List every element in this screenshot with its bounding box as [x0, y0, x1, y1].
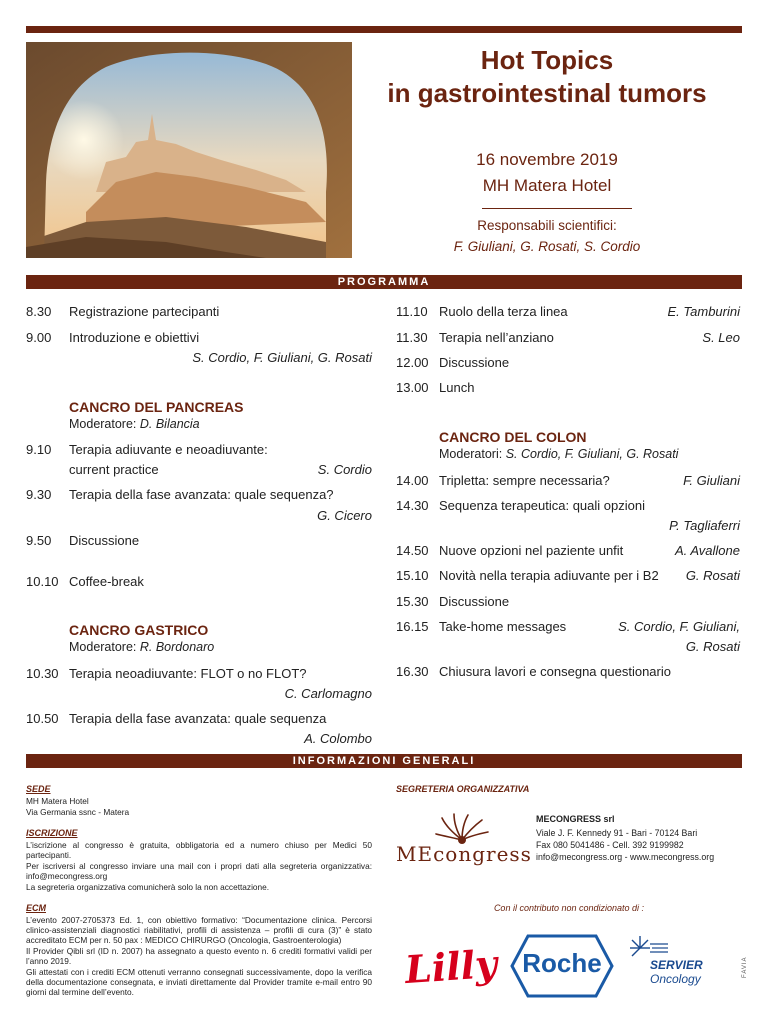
schedule-time: 11.10 — [396, 304, 428, 319]
iscrizione-text3: La segreteria organizzativa comunicherà solo la non accettazione. — [26, 882, 270, 892]
schedule-time: 15.10 — [396, 568, 429, 583]
mecongress-address: Viale J. F. Kennedy 91 - Bari - 70124 Bari — [536, 828, 698, 838]
moderator-label: Moderatore: — [69, 417, 140, 431]
schedule-time: 10.50 — [26, 711, 59, 726]
schedule-title: Lunch — [439, 380, 475, 395]
iscrizione-text2: Per iscriversi al congresso inviare una mail con i propri dati alla segreteria organizzativa: info@mecongress.org — [26, 861, 372, 882]
section-colon-title: CANCRO DEL COLON — [439, 429, 587, 445]
schedule-title: Terapia adiuvante e neoadiuvante: — [69, 442, 268, 457]
schedule-speaker: G. Cicero — [317, 508, 372, 523]
ecm-heading: ECM — [26, 903, 46, 913]
schedule-speaker: S. Cordio — [317, 462, 372, 477]
side-credit: FAVIA — [742, 956, 748, 978]
schedule-speaker: F. Giuliani — [683, 473, 740, 488]
section-colon-moderator — [439, 447, 678, 461]
schedule-title: Novità nella terapia adiuvante per i B2 — [439, 568, 659, 583]
section-pancreas-moderator — [69, 417, 200, 431]
sede-line2: Via Germania ssnc - Matera — [26, 807, 130, 817]
schedule-speaker: A. Avallone — [674, 543, 740, 558]
schedule-title: Nuove opzioni nel paziente unfit — [439, 543, 624, 558]
event-title — [352, 44, 742, 110]
info-label: INFORMAZIONI GENERALI — [292, 755, 476, 767]
moderator-name: R. Bordonaro — [139, 640, 215, 654]
schedule-time: 10.30 — [26, 666, 59, 681]
servier-name: SERVIER — [650, 958, 703, 972]
schedule-title: Take-home messages — [439, 619, 567, 634]
schedule-time: 14.30 — [396, 498, 429, 513]
moderator-name: S. Cordio, F. Giuliani, G. Rosati — [505, 447, 679, 461]
schedule-title: Registrazione partecipanti — [69, 304, 220, 319]
schedule-time: 8.30 — [26, 304, 52, 319]
schedule-title: Introduzione e obiettivi — [69, 330, 200, 345]
lilly-logo: Lilly — [403, 940, 499, 993]
schedule-title: Sequenza terapeutica: quali opzioni — [439, 498, 645, 513]
event-title-line2: in gastrointestinal tumors — [387, 78, 707, 108]
event-title-line1: Hot Topics — [480, 45, 614, 75]
schedule-title: Ruolo della terza linea — [439, 304, 568, 319]
schedule-time: 10.10 — [26, 574, 59, 589]
schedule-title: Terapia della fase avanzata: quale sequenza — [69, 711, 327, 726]
schedule-title: Chiusura lavori e consegna questionario — [439, 664, 671, 679]
schedule-speaker: S. Leo — [702, 330, 740, 345]
section-gastrico-moderator — [69, 640, 214, 654]
info-bar — [26, 754, 742, 768]
schedule-time: 16.30 — [396, 664, 429, 679]
schedule-speaker: C. Carlomagno — [284, 686, 372, 701]
contributo-label: Con il contributo non condizionato di : — [493, 903, 645, 913]
schedule-speaker: G. Rosati — [685, 639, 740, 654]
schedule-time: 13.00 — [396, 380, 429, 395]
schedule-title: Terapia nell’anziano — [439, 330, 554, 345]
mecongress-phone: Fax 080 5041486 - Cell. 392 9199982 — [536, 840, 684, 850]
mecongress-logo — [396, 812, 532, 868]
top-bar — [26, 26, 742, 33]
schedule-speaker: S. Cordio, F. Giuliani, — [618, 619, 740, 634]
moderator-name: D. Bilancia — [139, 417, 200, 431]
programma-label: PROGRAMMA — [337, 276, 431, 288]
title-divider — [482, 208, 632, 209]
event-venue: MH Matera Hotel — [482, 176, 612, 195]
schedule-time: 9.30 — [26, 487, 52, 502]
schedule-time: 9.50 — [26, 533, 52, 548]
segreteria-heading: SEGRETERIA ORGANIZZATIVA — [396, 784, 530, 794]
ecm-text3: Gli attestati con i crediti ECM ottenuti verranno consegnati successivamente, dopo la verifica della documentazione consegnata, e inviati direttamente dal Provider tramite e-mail entro 90 giorni dal termine dell’evento. — [26, 967, 372, 998]
section-pancreas-title: CANCRO DEL PANCREAS — [69, 399, 244, 415]
schedule-title: Discussione — [69, 533, 140, 548]
sede-heading: SEDE — [26, 784, 51, 794]
schedule-speaker: S. Cordio, F. Giuliani, G. Rosati — [192, 350, 372, 365]
responsabili-names: F. Giuliani, G. Rosati, S. Cordio — [453, 239, 641, 254]
schedule-speaker: G. Rosati — [685, 568, 740, 583]
schedule-title: Discussione — [439, 594, 510, 609]
schedule-title-cont: current practice — [69, 462, 159, 477]
schedule-time: 11.30 — [396, 330, 428, 345]
responsabili-label: Responsabili scientifici: — [477, 218, 617, 233]
servier-logo — [628, 934, 738, 994]
schedule-speaker: A. Colombo — [304, 731, 372, 746]
schedule-title: Discussione — [439, 355, 510, 370]
schedule-time: 9.00 — [26, 330, 52, 345]
schedule-time: 15.30 — [396, 594, 429, 609]
mecongress-name: MECONGRESS srl — [536, 814, 615, 824]
schedule-time: 12.00 — [396, 355, 429, 370]
schedule-title: Terapia della fase avanzata: quale sequenza? — [69, 487, 334, 502]
schedule-title: Coffee-break — [69, 574, 144, 589]
matera-photo — [26, 42, 352, 258]
schedule-time: 14.00 — [396, 473, 429, 488]
roche-logo-text: Roche — [522, 948, 602, 978]
schedule-speaker: E. Tamburini — [667, 304, 740, 319]
ecm-text1: L’evento 2007-2705373 Ed. 1, con obiettivo formativo: “Documentazione clinica. Percorsi clinico-assistenziali diagnostici riabilitativi, profili di assistenza – profili di cura (3)” è stato accreditato ECM per n. 50 pax : MEDICO CHIRURGO (Oncologia, Gastroenterologia) — [26, 915, 372, 946]
mecongress-sun-icon — [432, 812, 492, 844]
mecongress-logo-text: MEcongress — [396, 842, 532, 866]
roche-logo — [510, 934, 614, 998]
programma-bar — [26, 275, 742, 289]
schedule-time: 14.50 — [396, 543, 429, 558]
section-gastrico-title: CANCRO GASTRICO — [69, 622, 209, 638]
ecm-text2: Il Provider Qibli srl (ID n. 2007) ha assegnato a questo evento n. 6 crediti formativi validi per l’anno 2019. — [26, 946, 372, 967]
schedule-title: Tripletta: sempre necessaria? — [439, 473, 610, 488]
iscrizione-text1: L’iscrizione al congresso è gratuita, obbligatoria ed a numero chiuso per Medici 50 partecipanti. — [26, 840, 372, 861]
schedule-time: 16.15 — [396, 619, 429, 634]
mecongress-email: info@mecongress.org - www.mecongress.org — [536, 852, 715, 862]
event-date: 16 novembre 2019 — [476, 150, 618, 169]
schedule-time: 9.10 — [26, 442, 52, 457]
moderator-label: Moderatori: — [439, 447, 506, 461]
servier-oncology: Oncology — [650, 972, 701, 986]
schedule-title: Terapia neoadiuvante: FLOT o no FLOT? — [69, 666, 307, 681]
sede-line1: MH Matera Hotel — [26, 796, 89, 806]
moderator-label: Moderatore: — [69, 640, 140, 654]
schedule-speaker: P. Tagliaferri — [669, 518, 740, 533]
iscrizione-heading: ISCRIZIONE — [26, 828, 78, 838]
